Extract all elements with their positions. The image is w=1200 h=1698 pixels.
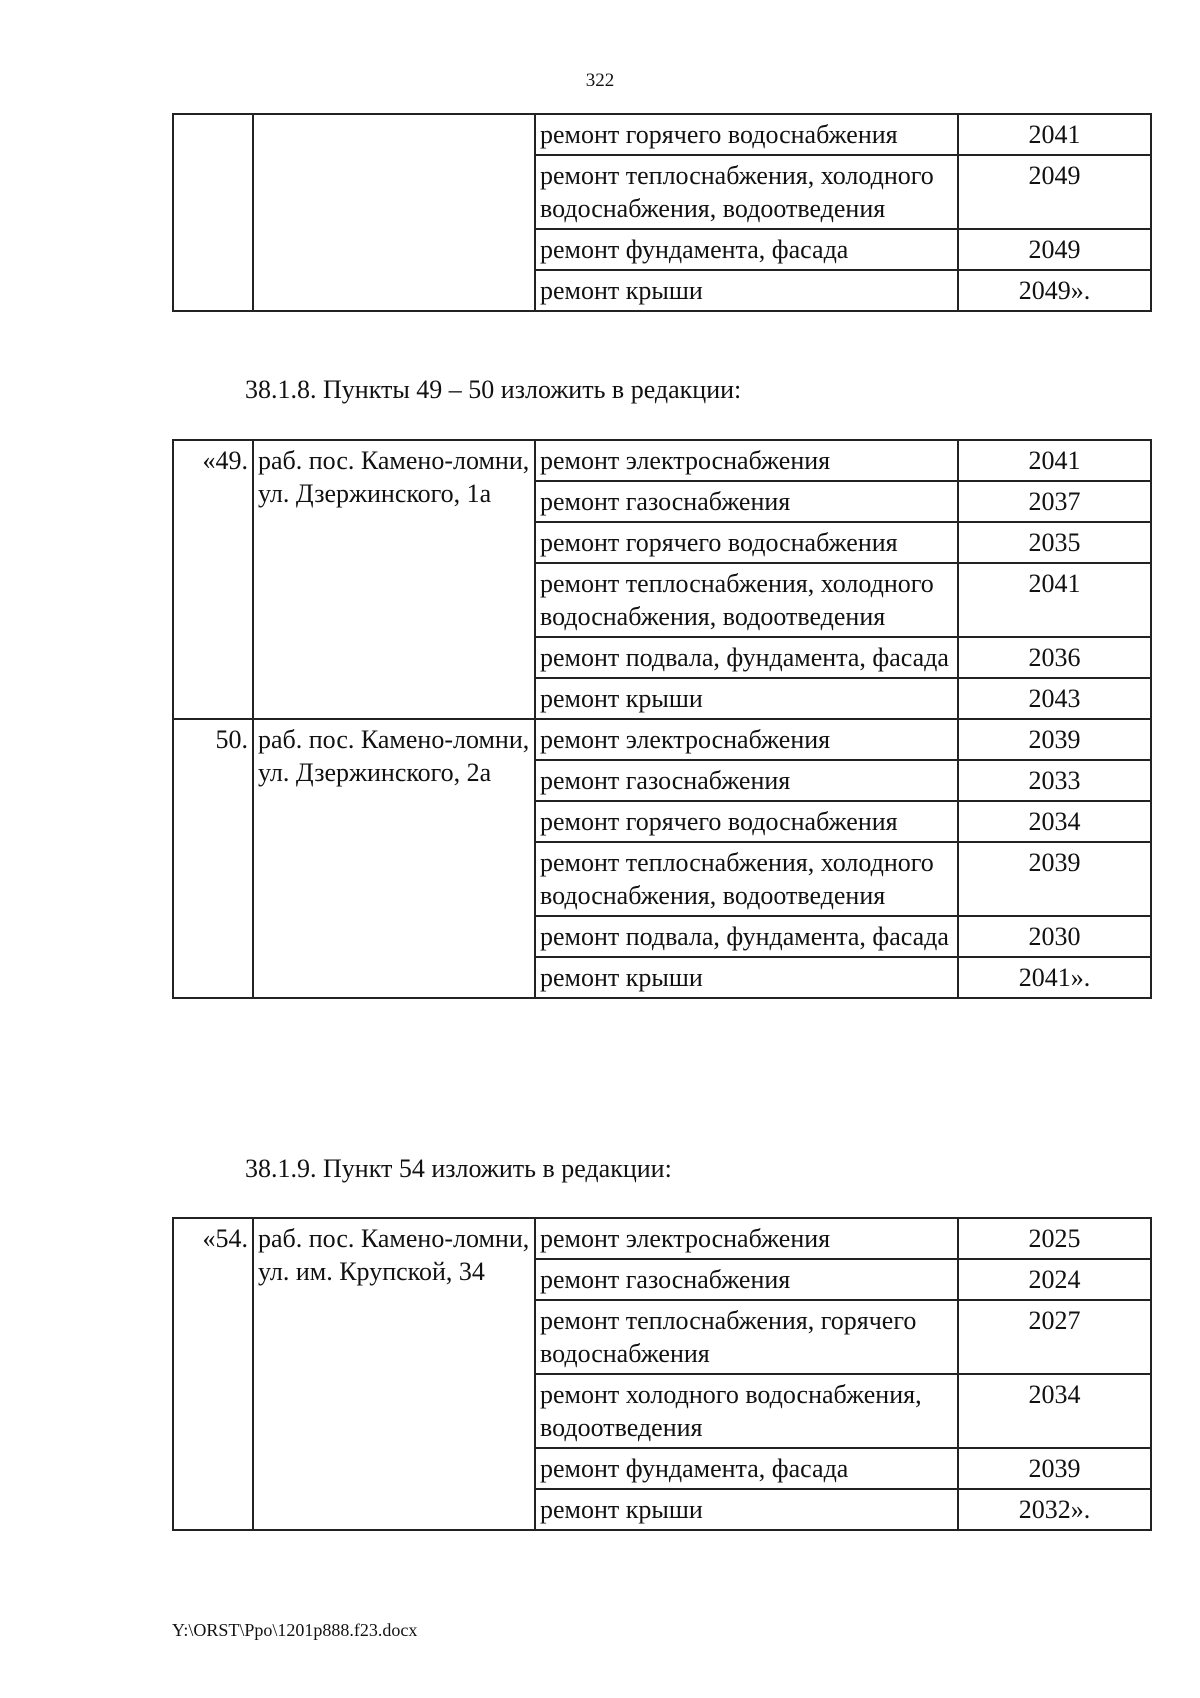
work-cell: ремонт горячего водоснабжения: [535, 522, 958, 563]
work-cell: ремонт фундамента, фасада: [535, 1448, 958, 1489]
work-cell: ремонт холодного водоснабжения, водоотведения: [535, 1374, 958, 1448]
work-cell: ремонт электроснабжения: [535, 440, 958, 481]
page-number: 322: [585, 70, 615, 91]
year-cell: 2039: [958, 719, 1151, 760]
year-cell: 2035: [958, 522, 1151, 563]
table-row: [173, 719, 1151, 760]
item-address: раб. пос. Камено-ломни, ул. им. Крупской, 34: [253, 1218, 535, 1530]
work-cell: ремонт электроснабжения: [535, 1218, 958, 1259]
work-cell: ремонт крыши: [535, 957, 958, 998]
year-cell: 2037: [958, 481, 1151, 522]
year-cell: 2034: [958, 1374, 1151, 1448]
work-cell: ремонт теплоснабжения, горячего водоснабжения: [535, 1300, 958, 1374]
work-cell: ремонт теплоснабжения, холодного водоснабжения, водоотведения: [535, 155, 958, 229]
work-cell: ремонт газоснабжения: [535, 1259, 958, 1300]
items-49-50-table: [172, 439, 1152, 999]
work-cell: ремонт электроснабжения: [535, 719, 958, 760]
year-cell: 2027: [958, 1300, 1151, 1374]
item-number: 50.: [173, 719, 253, 998]
file-path-footer: Y:\ORST\Ppo\1201p888.f23.docx: [172, 1620, 418, 1640]
work-cell: ремонт газоснабжения: [535, 760, 958, 801]
work-cell: ремонт газоснабжения: [535, 481, 958, 522]
work-cell: ремонт теплоснабжения, холодного водоснабжения, водоотведения: [535, 842, 958, 916]
year-cell: 2032».: [958, 1489, 1151, 1530]
year-cell: 2039: [958, 1448, 1151, 1489]
year-cell: 2049».: [958, 270, 1151, 311]
item-54-table: [172, 1217, 1152, 1531]
year-cell: 2041».: [958, 957, 1151, 998]
work-cell: ремонт теплоснабжения, холодного водоснабжения, водоотведения: [535, 563, 958, 637]
year-cell: 2034: [958, 801, 1151, 842]
item-address: раб. пос. Камено-ломни, ул. Дзержинского, 2а: [253, 719, 535, 998]
work-cell: ремонт крыши: [535, 678, 958, 719]
work-cell: ремонт крыши: [535, 1489, 958, 1530]
paragraph-items-49-50: 38.1.8. Пункты 49 – 50 изложить в редакции:: [245, 375, 742, 404]
year-cell: 2036: [958, 637, 1151, 678]
year-cell: 2049: [958, 155, 1151, 229]
item-number: «49.: [173, 440, 253, 719]
year-cell: 2041: [958, 563, 1151, 637]
work-cell: ремонт горячего водоснабжения: [535, 114, 958, 155]
work-cell: ремонт крыши: [535, 270, 958, 311]
work-cell: ремонт фундамента, фасада: [535, 229, 958, 270]
year-cell: 2030: [958, 916, 1151, 957]
work-cell: ремонт горячего водоснабжения: [535, 801, 958, 842]
paragraph-item-54: 38.1.9. Пункт 54 изложить в редакции:: [245, 1154, 672, 1183]
year-cell: 2033: [958, 760, 1151, 801]
table-row: [173, 440, 1151, 481]
item-address: раб. пос. Камено-ломни, ул. Дзержинского, 1а: [253, 440, 535, 719]
year-cell: 2024: [958, 1259, 1151, 1300]
work-cell: ремонт подвала, фундамента, фасада: [535, 637, 958, 678]
year-cell: 2041: [958, 440, 1151, 481]
year-cell: 2041: [958, 114, 1151, 155]
address-cell: [253, 114, 535, 311]
number-cell: [173, 114, 253, 311]
year-cell: 2049: [958, 229, 1151, 270]
year-cell: 2043: [958, 678, 1151, 719]
work-cell: ремонт подвала, фундамента, фасада: [535, 916, 958, 957]
item-number: «54.: [173, 1218, 253, 1530]
table-row: [173, 114, 1151, 155]
table-row: [173, 1218, 1151, 1259]
continuation-table: [172, 113, 1152, 312]
year-cell: 2039: [958, 842, 1151, 916]
year-cell: 2025: [958, 1218, 1151, 1259]
